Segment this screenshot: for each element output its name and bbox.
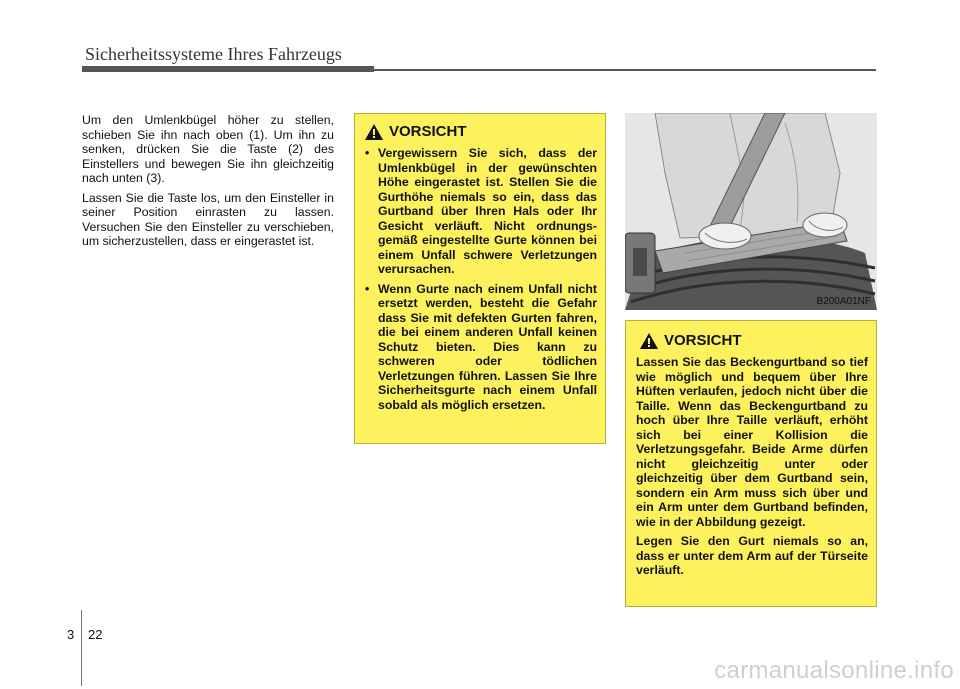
caution-box-1-item <box>365 146 597 277</box>
bullet: • <box>365 281 370 296</box>
watermark: carmanualsonline.info <box>714 657 954 684</box>
chapter-number: 3 <box>67 627 75 642</box>
body-text-column <box>82 113 334 254</box>
header-rule-thick <box>82 66 374 72</box>
warning-triangle-icon <box>640 333 658 349</box>
page-header-title: Sicherheitssysteme Ihres Fahrzeugs <box>85 44 342 64</box>
header-rule-thin <box>374 69 876 71</box>
caution-box-1-item <box>365 282 597 413</box>
caution-box-1-header <box>365 124 597 140</box>
seatbelt-illustration-drawing <box>625 113 877 310</box>
bullet: • <box>365 146 370 160</box>
caution-box-2-paragraph-2: Legen Sie den Gurt niemals so an, dass er unter dem Arm auf der Türseite verläuft. <box>636 534 868 577</box>
caution-box-1 <box>354 113 606 444</box>
warning-triangle-icon <box>365 124 383 140</box>
illustration-code: B200A01NF <box>816 296 871 307</box>
caution-box-2 <box>625 320 877 607</box>
seatbelt-illustration <box>625 113 877 310</box>
caution-box-2-title: VORSICHT <box>664 332 742 349</box>
caution-box-1-list <box>365 146 597 412</box>
caution-box-2-header <box>640 333 868 349</box>
caution-box-1-title: VORSICHT <box>389 123 467 140</box>
body-paragraph-1: Um den Umlenkbügel höher zu stellen, schieben Sie ihn nach oben (1). Um ihn zu senken, drücken Sie die Taste (2) des Einstellers und bewegen Sie ihn gleichzeitig nach unten (3). <box>82 113 334 185</box>
page-number-divider <box>81 610 82 686</box>
body-paragraph-2: Lassen Sie die Taste los, um den Einsteller in seiner Position einrasten zu lassen. Versuchen Sie den Einsteller zu verschieben, um sicherzustellen, dass er eingerastet ist. <box>82 190 334 248</box>
caution-box-1-item-text: Vergewissern Sie sich, dass der Umlenkbügel in der gewünschten Höhe eingerastet ist. Stellen Sie die Gurthöhe niemals so ein, dass das Gurtband über Ihren Hals oder Ihr Gesicht verläuft. Nicht ordnungs-gemäß eingestellte Gurte können bei einem Unfall schwere Verletzungen verursachen. <box>378 146 597 276</box>
page-number: 22 <box>88 627 103 642</box>
caution-box-1-item-text: Wenn Gurte nach einem Unfall nicht ersetzt werden, besteht die Gefahr dass Sie mit defekten Gurten fahren, die bei einem anderen Unfall keinen Schutz bieten. Dies kann zu schweren oder tödlichen Verletzungen führen. Lassen Sie Ihre Sicherheitsgurte nach einem Unfall sobald als möglich ersetzen. <box>378 281 597 412</box>
caution-box-2-paragraph-1: Lassen Sie das Beckengurtband so tief wie möglich und bequem über Ihre Hüften verlaufen, jedoch nicht über die Taille. Wenn das Beckengurtband zu hoch über Ihre Taille verläuft, erhöht sich bei einer Kollision die Verletzungsgefahr. Beide Arme dürfen nicht gleichzeitig unter oder gleichzeitig über dem Gurtband sein, sondern ein Arm muss sich über und ein Arm unter dem Gurtband befinden, wie in der Abbildung gezeigt. <box>636 355 868 529</box>
